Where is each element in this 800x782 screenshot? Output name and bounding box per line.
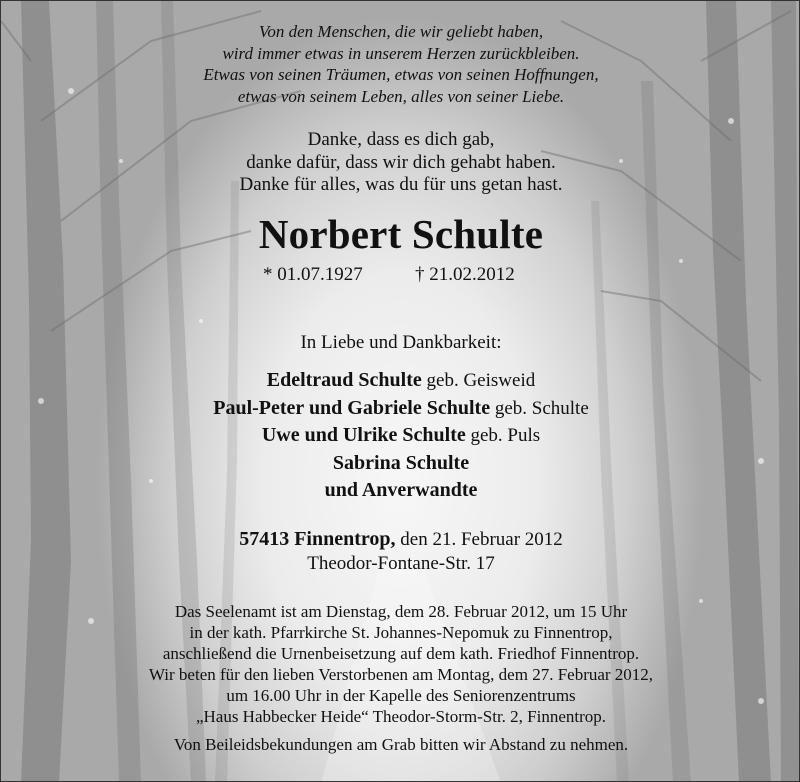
service-line: „Haus Habbecker Heide“ Theodor-Storm-Str. 2, Finnentrop. [195,707,607,726]
place-date-line [1,527,800,552]
service-line: um 16.00 Uhr in der Kapelle des Seniorenzentrums [226,686,576,705]
family-member [1,450,800,478]
service-line: Wir beten für den lieben Verstorbenen am Montag, dem 27. Februar 2012, [148,665,654,684]
poem-line: Danke, dass es dich gab, [307,129,495,150]
street: Theodor-Fontane-Str. 17 [307,553,495,574]
member-name: Paul-Peter und Gabriele Schulte [213,396,491,419]
service-line: Das Seelenamt ist am Dienstag, dem 28. Februar 2012, um 15 Uhr [174,602,628,621]
date: den 21. Februar 2012 [395,529,563,550]
address-block [1,527,800,576]
member-name: Sabrina Schulte [332,451,470,474]
service-line: in der kath. Pfarrkirche St. Johannes-Nepomuk zu Finnentrop, [189,623,613,642]
service-line: anschließend die Urnenbeisetzung auf dem kath. Friedhof Finnentrop. [162,644,640,663]
member-maiden-name: geb. Puls [465,425,541,446]
city: 57413 Finnentrop, [239,528,396,550]
member-maiden-name: geb. Schulte [490,397,589,419]
family-member [1,395,800,423]
poem-line: etwas von seinem Leben, alles von seiner Liebe. [237,86,565,106]
member-name: und Anverwandte [324,479,478,501]
closing-note: Von Beileidsbekundungen am Grab bitten wir Abstand zu nehmen. [173,735,629,754]
family-member [1,422,800,450]
poem-line: danke dafür, dass wir dich gehabt haben. [246,151,556,173]
birth-date: * 01.07.1927 [263,264,363,285]
death-date: † 21.02.2012 [415,264,515,285]
poem-line: Etwas von seinen Träumen, etwas von seinen Hoffnungen, [203,65,599,84]
poem-italic [1,21,800,107]
family-member [1,367,800,395]
intro-line: In Liebe und Dankbarkeit: [300,332,502,353]
family-member [1,477,800,505]
family-list [1,367,800,505]
member-name: Uwe und Ulrike Schulte [261,424,466,446]
service-info [1,601,800,727]
poem-thanks [1,129,800,197]
deceased-name: Norbert Schulte [258,211,544,257]
poem-line: Danke für alles, was du für uns getan hast. [239,174,563,195]
poem-line: wird immer etwas in unserem Herzen zurückbleiben. [222,43,580,63]
member-maiden-name: geb. Geisweid [421,370,536,391]
poem-line: Von den Menschen, die wir geliebt haben, [258,22,544,41]
life-dates [1,264,800,290]
member-name: Edeltraud Schulte [266,369,422,391]
